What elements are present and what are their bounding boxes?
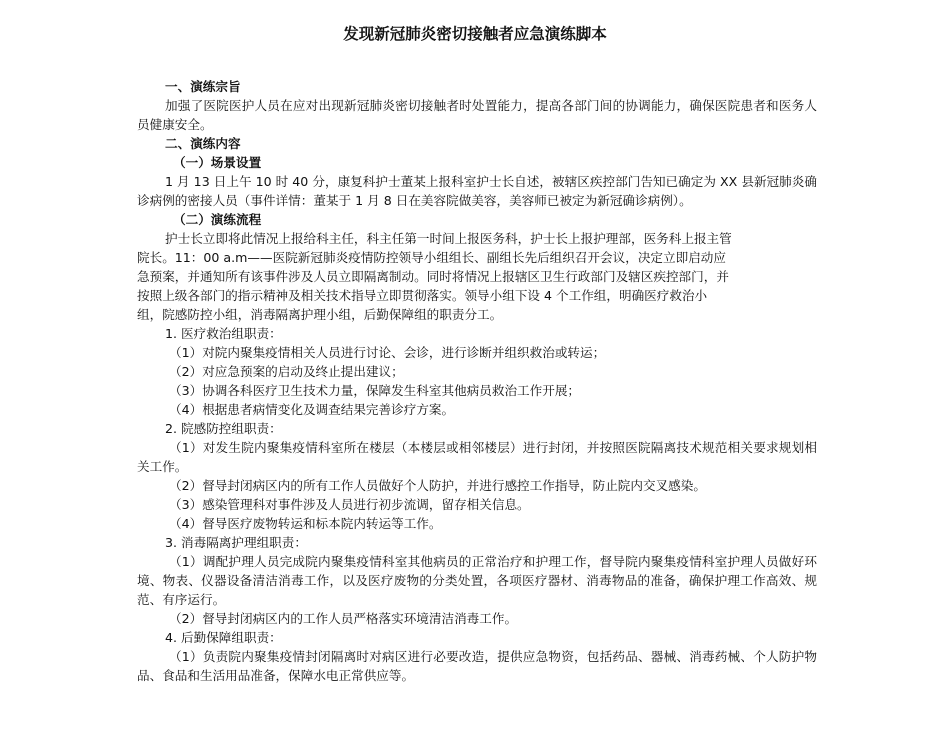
subsection-heading-scene: （一）场景设置 xyxy=(173,155,262,170)
document-title: 发现新冠肺炎密切接触者应急演练脚本 xyxy=(343,25,607,43)
scene-paragraph: 1 月 13 日上午 10 时 40 分，康复科护士董某上报科室护士长自述，被辖区疾控部门告知已确定为 XX 县新冠肺炎确诊病例的密接人员（事件详情：董某于 1 月 8 日在美容院做美容，美容师已被定为新冠确诊病例）。 xyxy=(137,174,817,208)
list-item: （2）对应急预案的启动及终止提出建议； xyxy=(169,364,404,379)
list-item: （4）督导医疗废物转运和标本院内转运等工作。 xyxy=(169,516,442,531)
flow-line: 组，院感防控小组，消毒隔离护理小组，后勤保障组的职责分工。 xyxy=(137,307,503,322)
group-heading-disinfection-nursing: 3. 消毒隔离护理组职责： xyxy=(165,535,307,550)
document-body xyxy=(137,77,817,685)
list-item: （1）对发生院内聚集疫情科室所在楼层（本楼层或相邻楼层）进行封闭，并按照医院隔离技术规范相关要求规划相关工作。 xyxy=(137,440,817,474)
list-item: （3）协调各科医疗卫生技术力量，保障发生科室其他病员救治工作开展； xyxy=(169,383,581,398)
subsection-heading-flow: （二）演练流程 xyxy=(173,212,262,227)
group-heading-logistics: 4. 后勤保障组职责： xyxy=(165,630,282,645)
list-item: （2）督导封闭病区内的工作人员严格落实环境清洁消毒工作。 xyxy=(169,611,518,626)
flow-paragraph xyxy=(137,229,817,324)
list-item: （3）感染管理科对事件涉及人员进行初步流调，留存相关信息。 xyxy=(169,497,530,512)
group-heading-medical: 1. 医疗救治组职责： xyxy=(165,326,282,341)
flow-line: 急预案，并通知所有该事件涉及人员立即隔离制动。同时将情况上报辖区卫生行政部门及辖区疾控部门，并 xyxy=(137,269,729,284)
section-heading-purpose: 一、演练宗旨 xyxy=(165,79,241,94)
list-item: （1）对院内聚集疫情相关人员进行讨论、会诊，进行诊断并组织救治或转运； xyxy=(169,345,606,360)
list-item: （2）督导封闭病区内的所有工作人员做好个人防护，并进行感控工作指导，防止院内交叉感染。 xyxy=(169,478,706,493)
section-heading-content: 二、演练内容 xyxy=(165,136,241,151)
purpose-paragraph: 加强了医院医护人员在应对出现新冠肺炎密切接触者时处置能力，提高各部门间的协调能力，确保医院患者和医务人员健康安全。 xyxy=(137,98,817,132)
flow-line: 院长。11：00 a.m——医院新冠肺炎疫情防控领导小组组长、副组长先后组织召开会议，决定立即启动应 xyxy=(137,250,726,265)
group-heading-infection-control: 2. 院感防控组职责： xyxy=(165,421,282,436)
flow-line: 护士长立即将此情况上报给科主任，科主任第一时间上报医务科，护士长上报护理部，医务科上报主管 xyxy=(165,231,732,246)
flow-line: 按照上级各部门的指示精神及相关技术指导立即贯彻落实。领导小组下设 4 个工作组，明确医疗救治小 xyxy=(137,288,708,303)
list-item: （4）根据患者病情变化及调查结果完善诊疗方案。 xyxy=(169,402,455,417)
list-item: （1）负责院内聚集疫情封闭隔离时对病区进行必要改造，提供应急物资，包括药品、器械、消毒药械、个人防护物品、食品和生活用品准备，保障水电正常供应等。 xyxy=(137,649,817,683)
list-item: （1）调配护理人员完成院内聚集疫情科室其他病员的正常治疗和护理工作，督导院内聚集疫情科室护理人员做好环境、物表、仪器设备清洁消毒工作，以及医疗废物的分类处置，各项医疗器材、消毒物品的准备，确保护理工作高效、规范、有序运行。 xyxy=(137,554,817,607)
